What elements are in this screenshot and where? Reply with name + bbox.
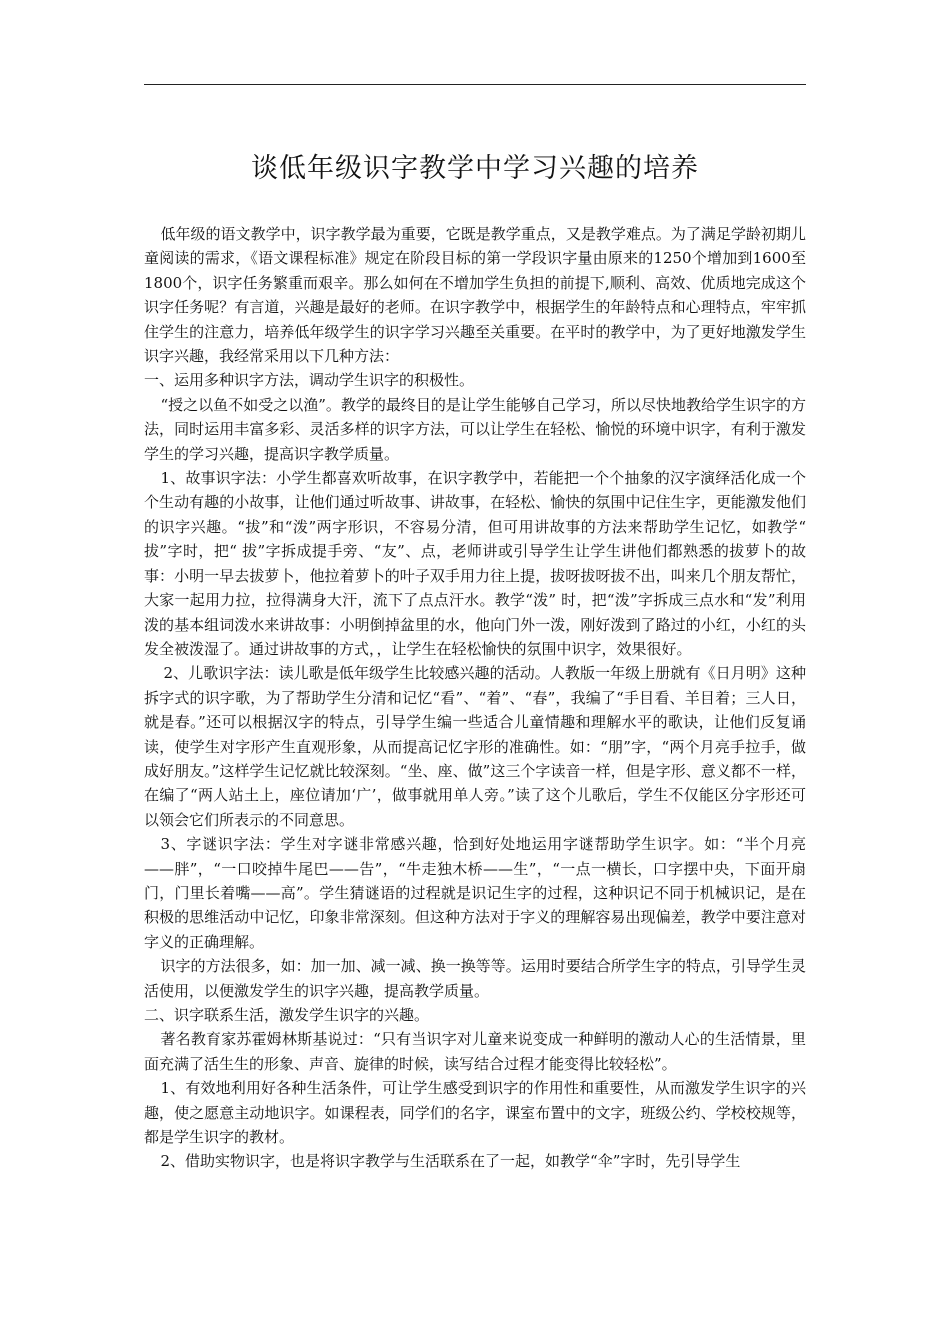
section-heading-1: 一、运用多种识字方法，调动学生识字的积极性。 [144,371,475,390]
method-riddle-paragraph: 3、字谜识字法：学生对字谜非常感兴趣，恰到好处地运用字谜帮助学生识字。如：“半个月亮——胖”，“一口咬掉牛尾巴——告”，“牛走独木桥——生”，“一点一横长，口字摆中央，下面开扇门，门里长着嘴——高”。学生猜谜语的过程就是识记生字的过程，这种识记不同于机械识记，是在积极的思维活动中记忆，印象非常深刻。但这种方法对于字义的理解容易出现偏差，教学中要注意对字义的正确理解。 [144,835,806,951]
section-heading-2: 二、识字联系生活，激发学生识字的兴趣。 [144,1006,430,1024]
life-item-2-paragraph: 2、借助实物识字，也是将识字教学与生活联系在了一起，如教学“伞”字时，先引导学生 [160,1152,741,1171]
method-story-paragraph: 1、故事识字法：小学生都喜欢听故事，在识字教学中，若能把一个个抽象的汉字演绎活化成一个个生动有趣的小故事，让他们通过听故事、讲故事，在轻松、愉快的氛围中记住生字，更能激发他们的识字兴趣。“拔”和“泼”两字形识，不容易分清，但可用讲故事的方法来帮助学生记忆，如教学“ 拔”字时，把“ 拔”字拆成提手旁、“友”、点，老师讲或引导学生让学生讲他们都熟悉的拔萝卜的故事：小明一早去拔萝卜，他拉着萝卜的叶子双手用力往上提，拔呀拔呀拔不出，叫来几个朋友帮忙，大家一起用力拉，拉得满身大汗，流下了点点汗水。教学“泼” 时，把“泼”字拆成三点水和“发”利用泼的基本组词泼水来讲故事：小明倒掉盆里的水，他向门外一泼，刚好泼到了路过的小红，小红的头发全被泼湿了。通过讲故事的方式，，让学生在轻松愉快的氛围中识字，效果很好。 [144,469,806,658]
quote-paragraph: 著名教育家苏霍姆林斯基说过：“只有当识字对儿童来说变成一种鲜明的激动人心的生活情景，里面充满了活生生的形象、声音、旋律的时候，读写结合过程才能变得比较轻松”。 [144,1030,806,1073]
body-paragraph: “授之以鱼不如受之以渔”。教学的最终目的是让学生能够自己学习，所以尽快地教给学生识字的方法，同时运用丰富多彩、灵活多样的识字方法，可以让学生在轻松、愉悦的环境中识字，有利于激发学生的学习兴趣，提高识字教学质量。 [144,395,806,463]
method-rhyme-paragraph: 2、儿歌识字法：读儿歌是低年级学生比较感兴趣的活动。人教版一年级上册就有《日月明》这种拆字式的识字歌，为了帮助学生分清和记忆“看”、“着”、“春”，我编了“手目看、羊目着；三人日，就是春。”还可以根据汉字的特点，引导学生编一些适合儿童情趣和理解水平的歌诀，让他们反复诵读，使学生对字形产生直观形象，从而提高记忆字形的准确性。如：“朋”字，“两个月亮手拉手，做成好朋友。”这样学生记忆就比较深刻。“坐、座、做”这三个字读音一样，但是字形、意义都不一样，在编了“两人站土上，座位请加‘广’，做事就用单人旁。”读了这个儿歌后，学生不仅能区分字形还可以领会它们所表示的不同意思。 [144,664,806,829]
header-rule [144,84,806,85]
intro-paragraph: 低年级的语文教学中，识字教学最为重要，它既是教学重点，又是教学难点。为了满足学龄初期儿童阅读的需求，《语文课程标准》规定在阶段目标的第一学段识字量由原来的1250个增加到1600至1800个，识字任务繁重而艰辛。那么如何在不增加学生负担的前提下,顺利、高效、优质地完成这个识字任务呢？有言道，兴趣是最好的老师。在识字教学中，根据学生的年龄特点和心理特点，牢牢抓住学生的注意力，培养低年级学生的识字学习兴趣至关重要。在平时的教学中，为了更好地激发学生识字兴趣，我经常采用以下几种方法： [144,225,806,366]
document-title: 谈低年级识字教学中学习兴趣的培养 [251,153,699,185]
life-item-1-paragraph: 1、有效地利用好各种生活条件，可让学生感受到识字的作用性和重要性，从而激发学生识字的兴趣，使之愿意主动地识字。如课程表，同学们的名字，课室布置中的文字，班级公约、学校校规等，都是学生识字的教材。 [144,1079,806,1147]
document-body [144,222,806,1174]
body-paragraph: 识字的方法很多，如：加一加、减一减、换一换等等。运用时要结合所学生字的特点，引导学生灵活使用，以便激发学生的识字兴趣，提高教学质量。 [144,957,806,1000]
